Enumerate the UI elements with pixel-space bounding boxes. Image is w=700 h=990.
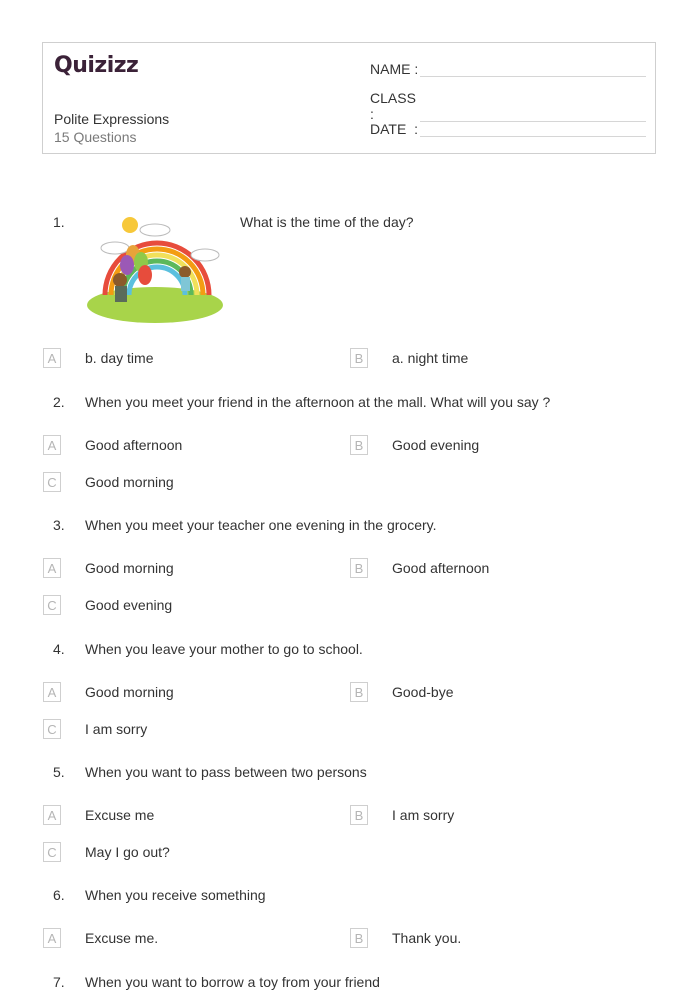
option-a[interactable]: [43, 928, 159, 948]
question-text: When you want to borrow a toy from your friend: [85, 974, 380, 990]
option-a[interactable]: [43, 805, 155, 825]
quizizz-logo: Quizizz: [54, 53, 139, 78]
option-c[interactable]: [43, 842, 170, 862]
option-b[interactable]: [350, 805, 455, 825]
date-line[interactable]: [420, 120, 646, 137]
option-text: May I go out?: [85, 844, 170, 860]
option-b[interactable]: [350, 348, 469, 368]
name-line[interactable]: [420, 60, 646, 77]
option-letter-box[interactable]: B: [350, 348, 368, 368]
name-label: NAME :: [370, 61, 419, 77]
option-text: Good afternoon: [392, 560, 490, 576]
option-text: Excuse me.: [85, 930, 159, 946]
option-c[interactable]: [43, 595, 173, 615]
date-label: DATE :: [370, 121, 418, 137]
option-letter-box[interactable]: A: [43, 348, 61, 368]
option-letter-box[interactable]: A: [43, 805, 61, 825]
option-letter-box[interactable]: B: [350, 435, 368, 455]
option-text: Good-bye: [392, 684, 454, 700]
question-number: 5.: [53, 764, 65, 780]
question-number: 1.: [53, 214, 65, 230]
option-b[interactable]: [350, 682, 454, 702]
question-number: 7.: [53, 974, 65, 990]
question-text: When you leave your mother to go to school.: [85, 641, 363, 657]
option-text: I am sorry: [85, 721, 148, 737]
option-b[interactable]: [350, 435, 480, 455]
option-letter-box[interactable]: C: [43, 842, 61, 862]
option-letter-box[interactable]: B: [350, 928, 368, 948]
option-letter-box[interactable]: A: [43, 558, 61, 578]
class-field[interactable]: [370, 90, 646, 122]
option-text: Good morning: [85, 474, 174, 490]
option-text: Good afternoon: [85, 437, 183, 453]
option-text: b. day time: [85, 350, 154, 366]
option-c[interactable]: [43, 719, 148, 739]
option-b[interactable]: [350, 558, 490, 578]
option-text: a. night time: [392, 350, 469, 366]
option-letter-box[interactable]: A: [43, 682, 61, 702]
option-letter-box[interactable]: C: [43, 472, 61, 492]
option-a[interactable]: [43, 682, 174, 702]
option-letter-box[interactable]: C: [43, 595, 61, 615]
option-a[interactable]: [43, 348, 154, 368]
option-a[interactable]: [43, 558, 174, 578]
name-field[interactable]: [370, 60, 646, 77]
question-count: 15 Questions: [54, 129, 137, 145]
option-letter-box[interactable]: C: [43, 719, 61, 739]
option-letter-box[interactable]: A: [43, 928, 61, 948]
question-text: When you receive something: [85, 887, 266, 903]
option-letter-box[interactable]: B: [350, 805, 368, 825]
question-number: 2.: [53, 394, 65, 410]
question-number: 3.: [53, 517, 65, 533]
children-rainbow-illustration-icon: [85, 210, 227, 326]
option-letter-box[interactable]: A: [43, 435, 61, 455]
worksheet-header: [42, 42, 656, 154]
date-field[interactable]: [370, 120, 646, 137]
option-text: Thank you.: [392, 930, 462, 946]
question-text: When you meet your friend in the afternoon at the mall. What will you say ?: [85, 394, 551, 410]
class-label: CLASS :: [370, 90, 416, 122]
option-text: Good evening: [392, 437, 480, 453]
option-text: Good morning: [85, 684, 174, 700]
option-text: Good evening: [85, 597, 173, 613]
question-number: 4.: [53, 641, 65, 657]
question-text: What is the time of the day?: [240, 214, 414, 230]
question-text: When you want to pass between two persons: [85, 764, 367, 780]
option-letter-box[interactable]: B: [350, 682, 368, 702]
option-text: Good morning: [85, 560, 174, 576]
option-c[interactable]: [43, 472, 174, 492]
worksheet-title: Polite Expressions: [54, 111, 170, 127]
option-a[interactable]: [43, 435, 183, 455]
option-b[interactable]: [350, 928, 462, 948]
option-text: I am sorry: [392, 807, 455, 823]
question-number: 6.: [53, 887, 65, 903]
question-text: When you meet your teacher one evening in the grocery.: [85, 517, 437, 533]
option-text: Excuse me: [85, 807, 155, 823]
option-letter-box[interactable]: B: [350, 558, 368, 578]
